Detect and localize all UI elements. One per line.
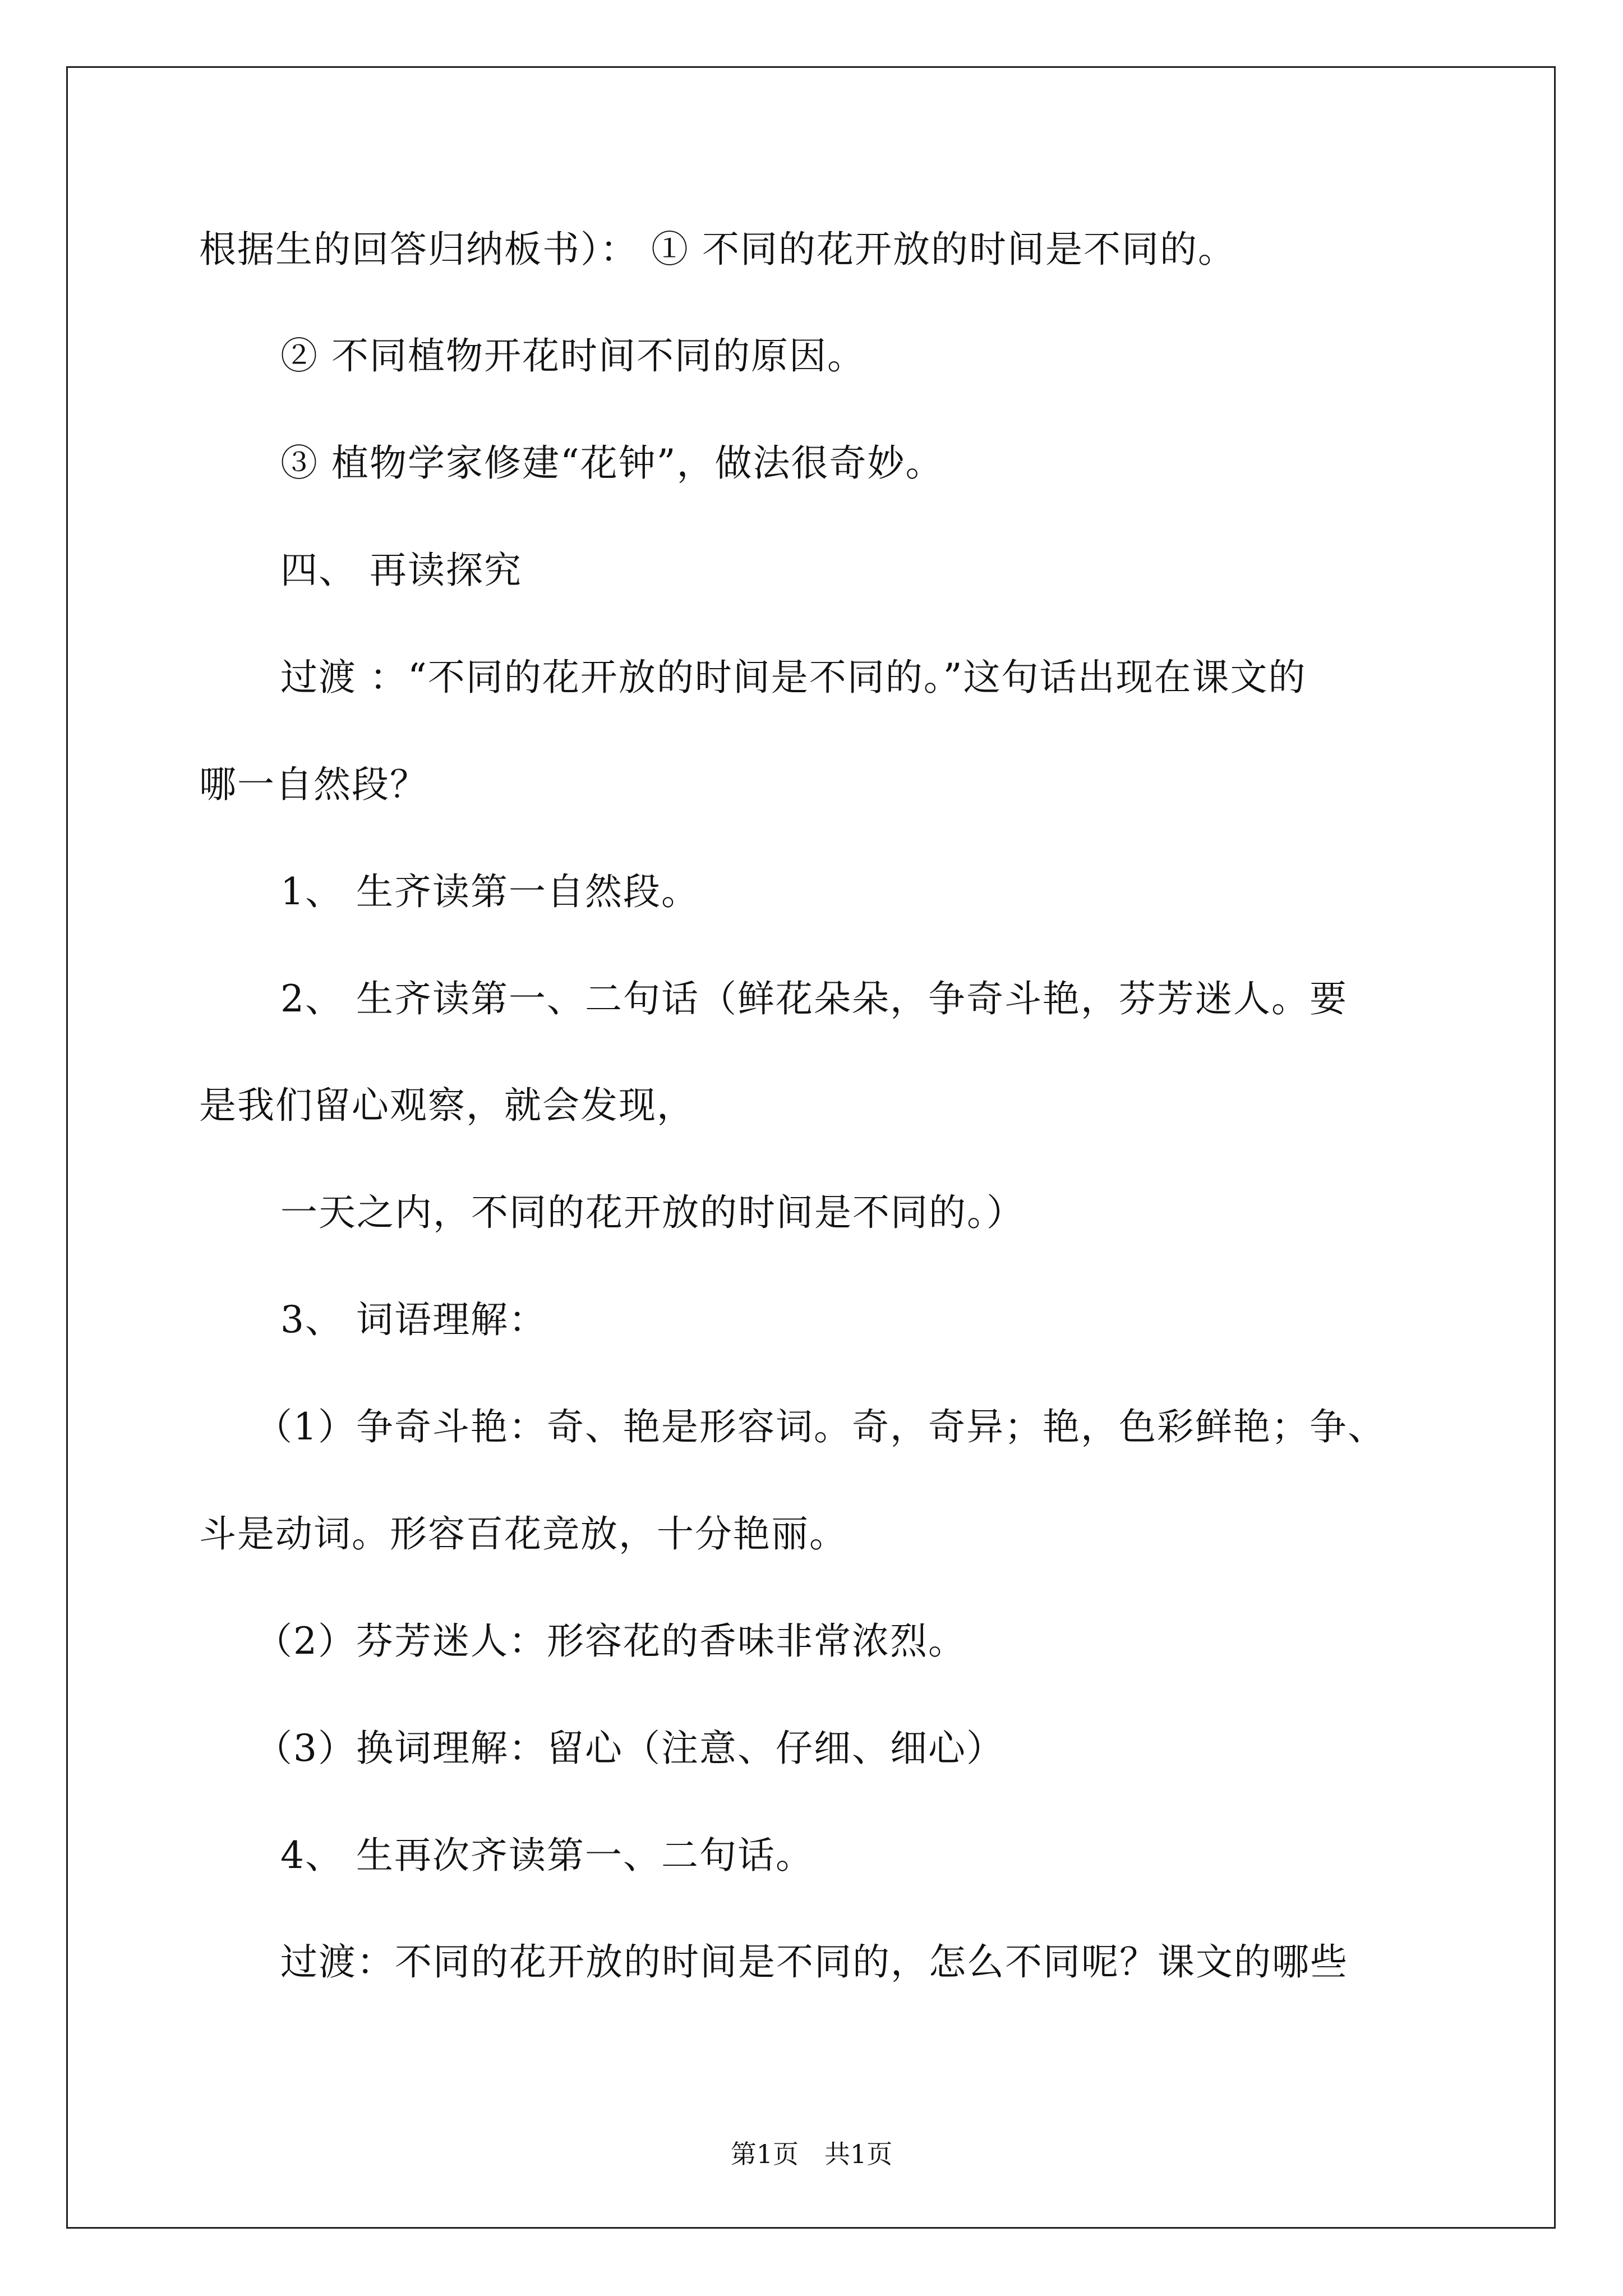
text-line: 斗是动词。形容百花竞放，十分艳丽。 [199, 1512, 847, 1556]
text-line: 过渡 ：“不同的花开放的时间是不同的。”这句话出现在课文的 [280, 656, 1307, 699]
section-heading: 四、 再读探究 [280, 549, 522, 592]
page-footer: 第1页 共1页 [730, 2139, 893, 2169]
text-line: 根据生的回答归纳板书）： ① 不同的花开放的时间是不同的。 [199, 228, 1236, 271]
page-border [66, 66, 1556, 2229]
text-line: （2）芬芳迷人：形容花的香味非常浓烈。 [255, 1619, 966, 1663]
text-line: 3、 词语理解： [280, 1298, 547, 1341]
text-line: 过渡：不同的花开放的时间是不同的，怎么不同呢？课文的哪些 [280, 1940, 1348, 1984]
text-line: ③ 植物学家修建“花钟”，做法很奇妙。 [280, 441, 944, 485]
text-line: 2、 生齐读第一、二句话（鲜花朵朵，争奇斗艳，芬芳迷人。要 [280, 977, 1348, 1020]
text-line: 1、 生齐读第一自然段。 [280, 870, 699, 913]
text-line: 是我们留心观察，就会发现， [199, 1084, 695, 1127]
text-line: ② 不同植物开花时间不同的原因。 [280, 334, 865, 378]
text-line: （3）换词理解：留心（注意、仔细、细心） [255, 1727, 1004, 1770]
text-line: 哪一自然段？ [199, 763, 428, 806]
text-line: 一天之内，不同的花开放的时间是不同的。） [280, 1191, 1025, 1234]
text-line: （1）争奇斗艳：奇、艳是形容词。奇，奇异；艳，色彩鲜艳；争、 [255, 1405, 1386, 1448]
text-line: 4、 生再次齐读第一、二句话。 [280, 1834, 814, 1877]
